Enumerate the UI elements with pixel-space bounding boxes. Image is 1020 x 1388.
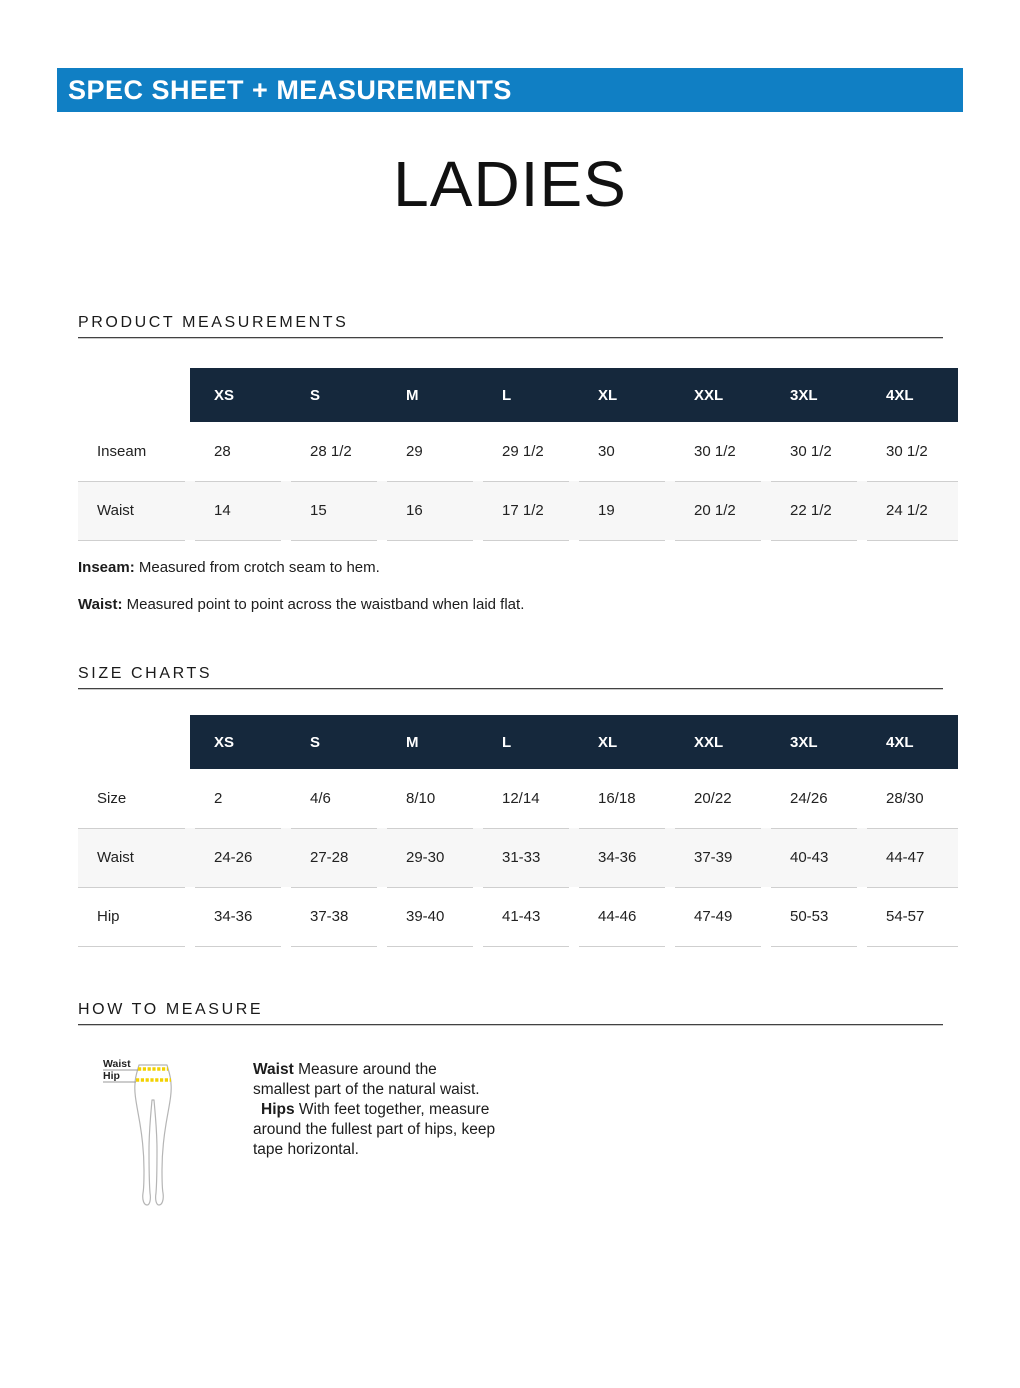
measurement-value: 29 1/2 [478, 422, 574, 481]
how-to-measure-heading: HOW TO MEASURE [78, 1001, 264, 1018]
size-charts-heading: SIZE CHARTS [78, 665, 213, 682]
measurement-value: 30 1/2 [670, 422, 766, 481]
size-value: 4/6 [286, 769, 382, 828]
inseam-note-label: Inseam: [78, 559, 135, 576]
how-to-measure-content [78, 1050, 943, 1215]
waist-instruction-label: Waist [253, 1061, 294, 1078]
size-column-header-3xl: 3XL [790, 733, 818, 751]
product-measurements-table-header [78, 368, 958, 422]
size-chart-table-header [78, 715, 958, 769]
hip-range-value: 54-57 [862, 887, 958, 946]
hip-range-value: 44-46 [574, 887, 670, 946]
waist-range-value: 31-33 [478, 828, 574, 887]
inseam-note [78, 560, 943, 575]
size-column-header-l: L [502, 733, 512, 751]
table-row-waist [78, 828, 958, 887]
section-rule [78, 337, 943, 339]
waist-note-label: Waist: [78, 596, 123, 613]
table-row-inseam [78, 422, 958, 481]
measurement-value: 30 [574, 422, 670, 481]
header-spacer [78, 715, 190, 769]
size-column-header-xl: XL [598, 386, 618, 404]
size-column-header-m: M [406, 733, 419, 751]
size-column-header-l: L [502, 386, 512, 404]
measurement-value: 19 [574, 481, 670, 540]
how-to-measure-section [78, 1002, 943, 1215]
product-measurements-heading: PRODUCT MEASUREMENTS [78, 314, 349, 331]
measurement-value: 15 [286, 481, 382, 540]
figure-waist-label: Waist [103, 1058, 131, 1070]
size-value: 28/30 [862, 769, 958, 828]
measurement-value: 22 1/2 [766, 481, 862, 540]
size-column-header-xxl: XXL [694, 386, 724, 404]
waist-note-text: Measured point to point across the waistband when laid flat. [126, 596, 525, 613]
size-column-header-s: S [310, 733, 321, 751]
row-label: Hip [78, 887, 190, 946]
spec-sheet-header-bar [57, 68, 963, 112]
inseam-note-text: Measured from crotch seam to hem. [138, 559, 380, 576]
section-rule [78, 1024, 943, 1026]
measurement-value: 20 1/2 [670, 481, 766, 540]
table-row-hip [78, 887, 958, 946]
hip-range-value: 47-49 [670, 887, 766, 946]
size-value: 8/10 [382, 769, 478, 828]
hip-range-value: 50-53 [766, 887, 862, 946]
waist-note [78, 597, 943, 612]
size-value: 16/18 [574, 769, 670, 828]
size-column-header-4xl: 4XL [886, 733, 914, 751]
legs-outline [135, 1065, 171, 1205]
size-column-header-4xl: 4XL [886, 386, 914, 404]
size-charts-section [78, 666, 943, 946]
waist-range-value: 34-36 [574, 828, 670, 887]
waist-range-value: 29-30 [382, 828, 478, 887]
hips-instruction-label: Hips [261, 1101, 295, 1118]
page-content [0, 315, 1020, 1215]
measurement-value: 17 1/2 [478, 481, 574, 540]
table-row-waist [78, 481, 958, 540]
size-column-header-s: S [310, 386, 321, 404]
measurement-value: 16 [382, 481, 478, 540]
instruction-line: tape horizontal. [253, 1141, 359, 1158]
measurement-value: 30 1/2 [766, 422, 862, 481]
waist-range-value: 27-28 [286, 828, 382, 887]
row-label: Waist [78, 828, 190, 887]
size-column-header-3xl: 3XL [790, 386, 818, 404]
size-column-header-xs: XS [214, 386, 235, 404]
body-measurement-figure [100, 1050, 220, 1215]
hip-range-value: 37-38 [286, 887, 382, 946]
row-label: Size [78, 769, 190, 828]
size-chart-table [78, 715, 958, 946]
waist-range-value: 37-39 [670, 828, 766, 887]
table-row-size [78, 769, 958, 828]
size-value: 2 [190, 769, 286, 828]
hip-range-value: 34-36 [190, 887, 286, 946]
measurement-value: 28 1/2 [286, 422, 382, 481]
page-title: LADIES [393, 148, 627, 220]
size-column-header-xs: XS [214, 733, 235, 751]
size-column-header-xxl: XXL [694, 733, 724, 751]
hip-range-value: 39-40 [382, 887, 478, 946]
legs-figure-icon [100, 1050, 220, 1210]
size-column-header-m: M [406, 386, 419, 404]
measurement-value: 24 1/2 [862, 481, 958, 540]
size-value: 20/22 [670, 769, 766, 828]
size-value: 24/26 [766, 769, 862, 828]
instruction-line: smallest part of the natural waist. [253, 1081, 480, 1098]
spec-sheet-header-title: SPEC SHEET + MEASUREMENTS [68, 74, 512, 105]
section-rule [78, 688, 943, 690]
product-measurements-table [78, 368, 958, 540]
hip-range-value: 41-43 [478, 887, 574, 946]
instruction-line: around the fullest part of hips, keep [253, 1121, 496, 1138]
measurement-value: 29 [382, 422, 478, 481]
measurement-value: 14 [190, 481, 286, 540]
measurement-value: 28 [190, 422, 286, 481]
size-value: 12/14 [478, 769, 574, 828]
waist-range-value: 24-26 [190, 828, 286, 887]
header-spacer [78, 368, 190, 422]
instruction-line: Waist Measure around the [253, 1061, 437, 1078]
size-column-header-xl: XL [598, 733, 618, 751]
size-column-headers [190, 715, 958, 769]
measure-instructions [253, 1060, 495, 1160]
instruction-line: Hips With feet together, measure [261, 1101, 490, 1118]
waist-range-value: 44-47 [862, 828, 958, 887]
product-measurements-section [78, 315, 943, 612]
measurement-value: 30 1/2 [862, 422, 958, 481]
size-column-headers [190, 368, 958, 422]
row-label: Inseam [78, 422, 190, 481]
figure-hip-label: Hip [103, 1070, 120, 1082]
waist-range-value: 40-43 [766, 828, 862, 887]
row-label: Waist [78, 481, 190, 540]
